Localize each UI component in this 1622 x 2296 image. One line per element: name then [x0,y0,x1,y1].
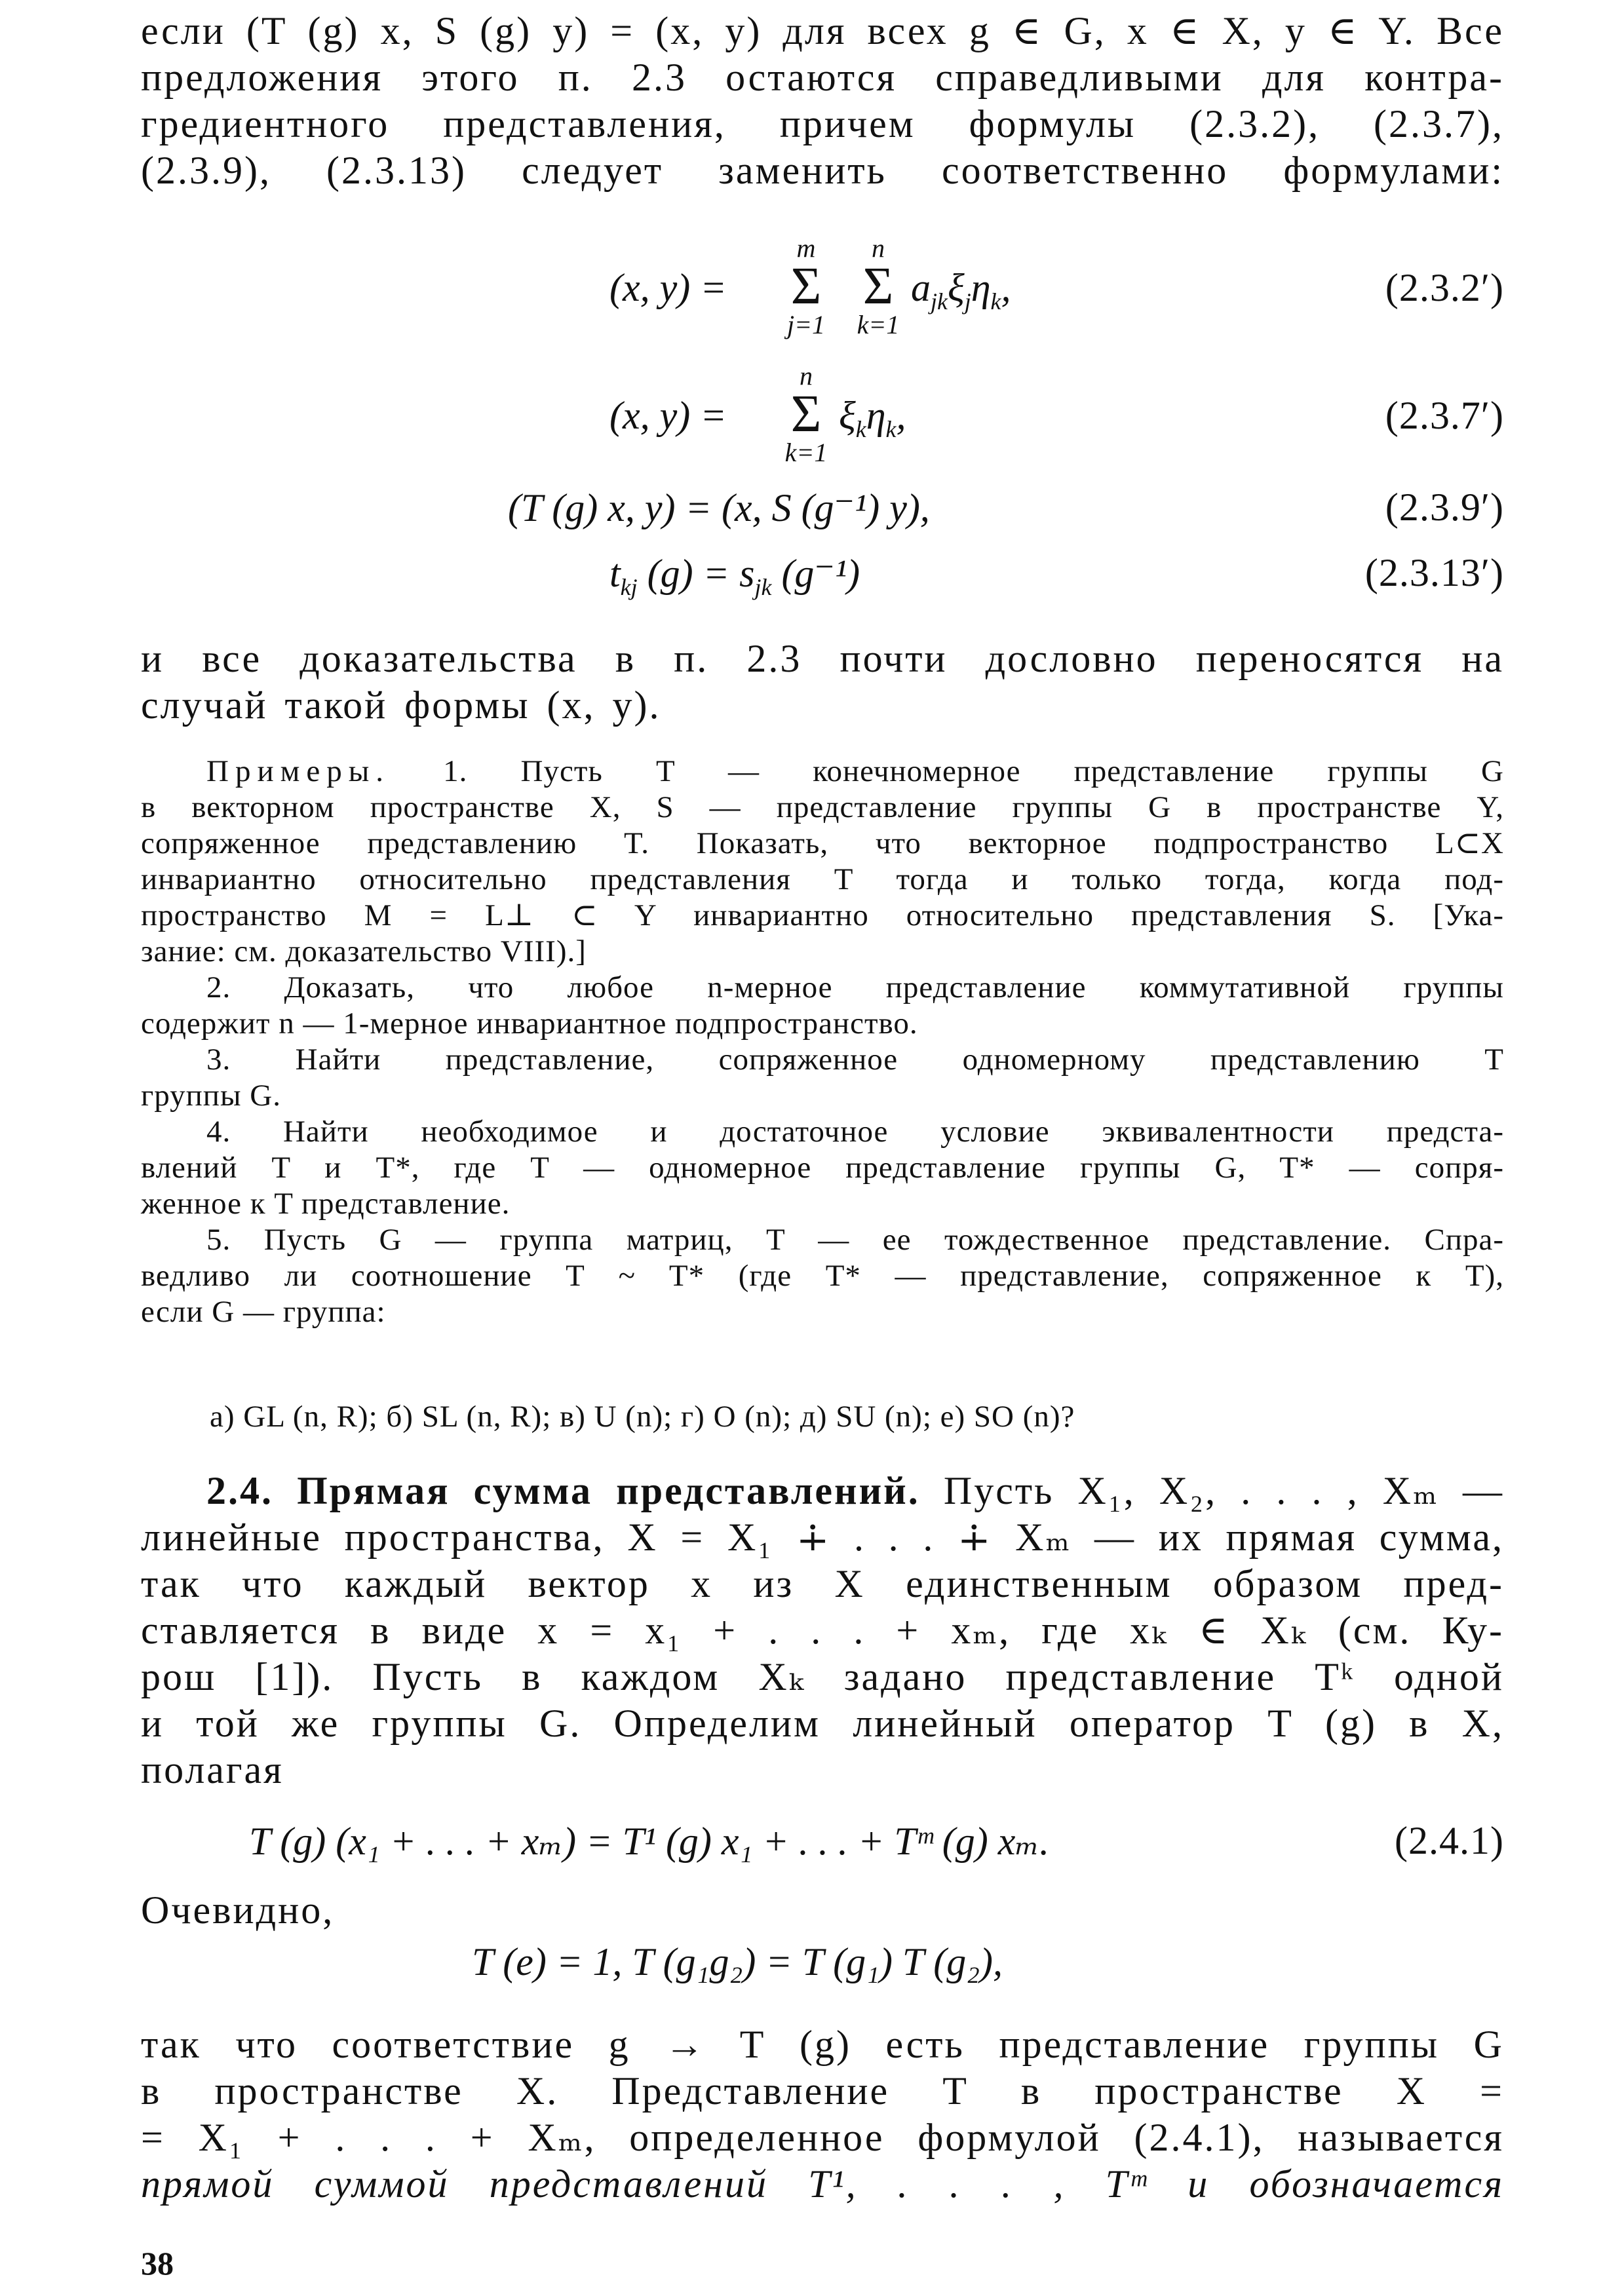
sum-lower-limit: k=1 [857,310,900,339]
examples-block [141,754,1504,1330]
example-4-line: женное к T представление. [141,1187,511,1221]
example-1-line: зание: см. доказательство VIII).] [141,934,587,968]
example-4-line: влений T и T*, где T — одномерное представление группы G, T* — сопря- [141,1151,1504,1185]
summation-k [783,360,829,468]
text-line: линейные пространства, X = X₁ ∔ . . . ∔ Xₘ — их прямая сумма, [141,1516,1504,1559]
sum-upper-limit: n [800,361,813,391]
sum-upper-limit: n [872,233,885,263]
example-1-line: в векторном пространстве X, S — представление группы G в пространстве Y, [141,790,1504,824]
example-1-line [141,754,1504,790]
example-5-line: ведливо ли соотношение T ~ T* (где T* — представление, сопряженное к T), [141,1259,1504,1293]
example-1-line: сопряженное представлению T. Показать, что векторное подпространство L⊂X [141,826,1504,860]
example-3-line: 3. Найти представление, сопряженное одномерному представлению T [206,1043,1504,1077]
text-line: полагая [141,1748,284,1791]
text-line: рош [1]). Пусть в каждом Xₖ задано представление Tᵏ одной [141,1655,1504,1698]
eq-subscript: jk [754,574,772,600]
section-heading-line [141,1468,1504,1514]
sigma-symbol: Σ [790,258,822,315]
text-line: = X₁ + . . . + Xₘ, определенное формулой (2.4.1), называется [141,2116,1504,2159]
eq-symbol: (g⁻¹) [771,552,860,595]
example-5-line: 5. Пусть G — группа матриц, T — ее тождественное представление. Спра- [206,1223,1504,1257]
sum-lower-limit: k=1 [784,438,828,467]
equation-number: (2.3.9′) [1385,486,1504,529]
obviously-line [141,1887,1504,1934]
equation-number: (2.3.7′) [1385,394,1504,437]
eq-lhs: (x, y) = [609,266,727,309]
example-2-line: содержит n — 1-мерное инвариантное подпространство. [141,1006,918,1041]
eq-symbol: ξ [839,394,856,437]
example-4-line: 4. Найти необходимое и достаточное условие эквивалентности предста- [206,1115,1504,1149]
example-1-line: инвариантно относительно представления T тогда и только тогда, когда под- [141,862,1504,896]
eq-symbol: η [971,266,991,309]
example-text: 1. Пусть T — конечномерное представление группы G [443,754,1504,788]
intro-paragraph [141,8,1504,194]
sum-lower-limit: j=1 [786,310,826,339]
eq-symbol: t [609,552,621,595]
eq-symbol: η [866,394,886,437]
eq-body [609,550,860,601]
eq-subscript: k [990,288,1001,315]
text-line: и той же группы G. Определим линейный оператор T (g) в X, [141,1702,1504,1745]
eq-body: T (g) (x₁ + . . . + xₘ) = T¹ (g) x₁ + . . . + Tᵐ (g) xₘ. [249,1820,1050,1863]
example-2-line: 2. Доказать, что любое n-мерное представление коммутативной группы [206,970,1504,1004]
eq-subscript: kj [620,574,638,600]
text-line: случай такой формы (x, y). [141,683,661,727]
example-3-line: группы G. [141,1079,281,1113]
example-5-line: если G — группа: [141,1295,386,1329]
eq-symbol: , [1001,266,1011,309]
text-line: гредиентного представления, причем формулы (2.3.2), (2.3.7), [141,102,1504,145]
text-line: Очевидно, [141,1888,335,1932]
after-equations-paragraph [141,636,1504,729]
text-line: и все доказательства в п. 2.3 почти дословно переносятся на [141,637,1504,680]
eq-symbol: , [896,394,906,437]
eq-body: (T (g) x, y) = (x, S (g⁻¹) y), [508,486,930,529]
text-line: прямой суммой представлений T¹, . . . , Tᵐ и обозначается [141,2162,1504,2206]
summation-j [783,233,829,340]
text-line: в пространстве X. Представление T в пространстве X = [141,2069,1504,2113]
eq-subscript: k [885,416,897,442]
eq-body [911,265,1011,315]
sigma-symbol: Σ [862,258,894,315]
equation-number: (2.4.1) [1395,1819,1504,1862]
examples-heading: Примеры. [206,754,391,788]
summation-k [855,233,901,340]
sum-upper-limit: m [796,233,816,263]
page-number: 38 [141,2245,174,2282]
final-paragraph [141,2021,1504,2208]
example-5-groups-list [210,1399,1455,1435]
text-line: так что каждый вектор x из X единственным образом пред- [141,1562,1504,1605]
equation-obviously: T (e) = 1, T (g₁g₂) = T (g₁) T (g₂), [472,1940,1003,1983]
groups-list-line: а) GL (n, R); б) SL (n, R); в) U (n); г) O (n); д) SU (n); е) SO (n)? [210,1400,1075,1434]
text-line: предложения этого п. 2.3 остаются справедливыми для контра- [141,56,1504,99]
eq-symbol: ξ [947,266,965,309]
eq-symbol: (g) = s [637,552,755,595]
section-2-4-paragraph [141,1468,1504,1793]
text-line: (2.3.9), (2.3.13) следует заменить соответственно формулами: [141,149,1504,192]
example-1-line: пространство M = L⊥ ⊂ Y инвариантно относительно представления S. [Ука- [141,898,1504,932]
text-line: ставляется в виде x = x₁ + . . . + xₘ, где xₖ ∈ Xₖ (см. Ку- [141,1609,1504,1652]
eq-body [839,393,906,443]
text-segment: Пусть X₁, X₂, . . . , Xₘ — [943,1469,1505,1512]
eq-lhs: (x, y) = [609,394,727,437]
equation-number: (2.3.2′) [1385,266,1504,309]
eq-symbol: a [911,266,931,309]
sigma-symbol: Σ [790,385,822,443]
text-line: так что соответствие g → T (g) есть представление группы G [141,2023,1504,2066]
eq-subscript: jk [931,288,948,315]
eq-subscript: k [855,416,866,442]
section-title: 2.4. Прямая сумма представлений. [206,1469,920,1512]
equation-number: (2.3.13′) [1364,551,1504,594]
eq-subscript: j [964,288,971,315]
text-line: если (T (g) x, S (g) y) = (x, y) для всех g ∈ G, x ∈ X, y ∈ Y. Все [141,9,1504,52]
